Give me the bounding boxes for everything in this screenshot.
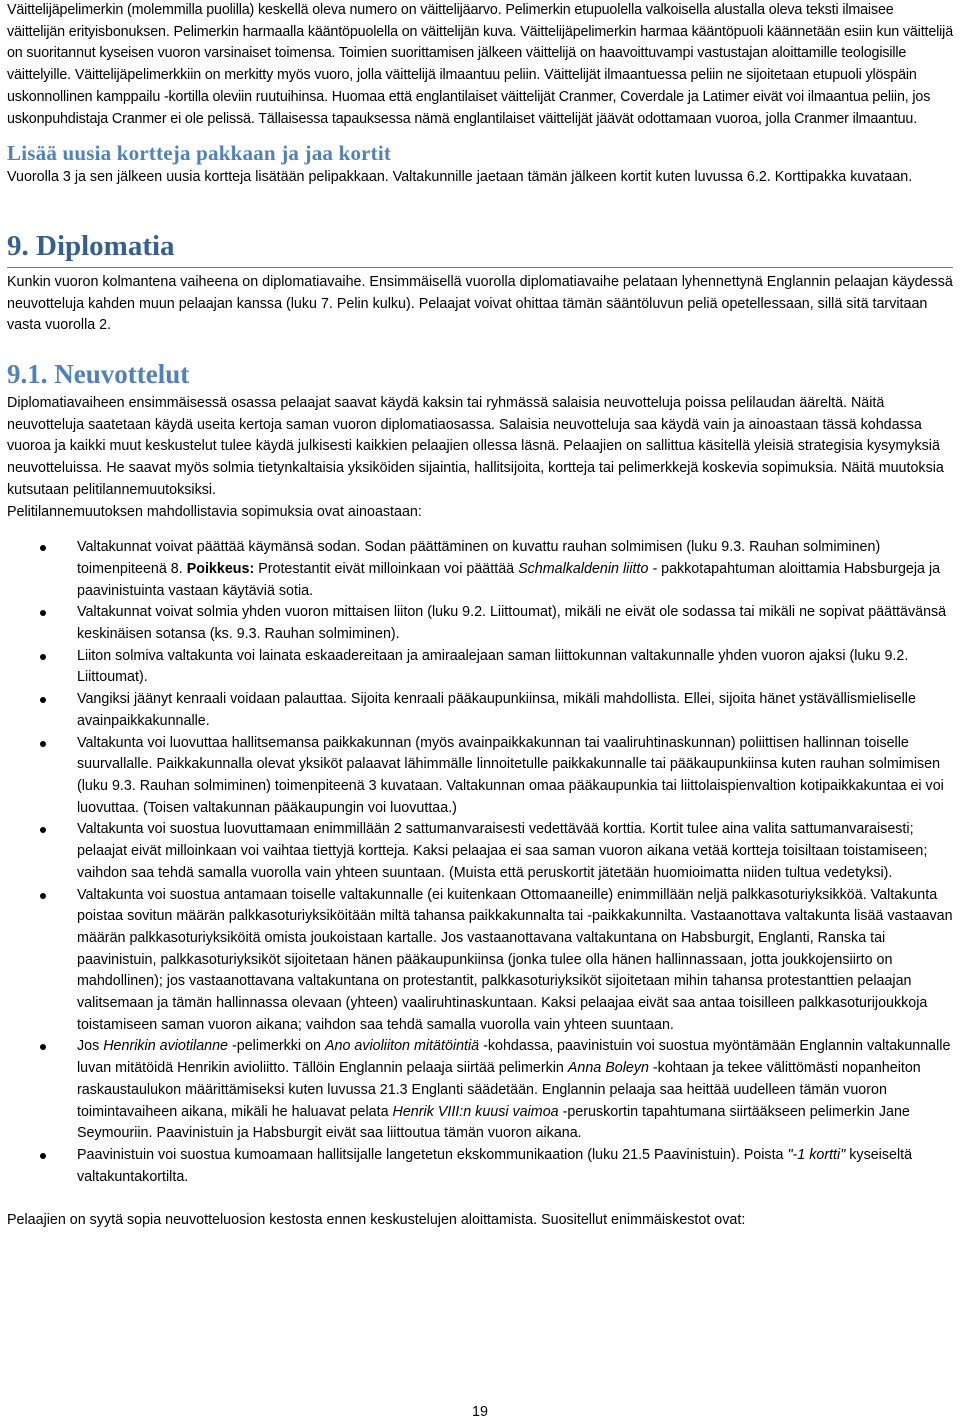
list-item bbox=[7, 602, 953, 645]
bullet-icon bbox=[40, 654, 46, 660]
item-text: kyseiseltä valtakuntakortilta. bbox=[77, 1146, 913, 1185]
negotiation-heading: 9.1. Neuvottelut bbox=[7, 359, 190, 390]
cards-paragraph: Vuorolla 3 ja sen jälkeen uusia kortteja lisätään pelipakkaan. Valtakunnille jaetaan tämän jälkeen kortit kuten luvussa 6.2. Korttipakka kuvataan. bbox=[7, 169, 913, 186]
list-item bbox=[7, 733, 953, 820]
item-text: -kohdassa, paavinistuin voi suostua myöntämään Englannin valtakunnalle luvan mitätöidä Henrikin avioliitto. Tällöin Englannin pelaaja siirtää pelimerkin bbox=[77, 1038, 951, 1077]
list-item bbox=[7, 819, 953, 884]
item-text: Valtakunta voi suostua luovuttamaan enimmillään 2 sattumanvaraisesti vedettävää korttia. Kortit tulee aina valita sattumanvaraisesti; pelaajat eivät milloinkaan voi vaihtaa tiettyjä kortteja. Kaksi pelaajaa ei saa saman vuoron aikana vetää kortteja toisiltaan toistamiseen; vaihdon saa tehdä samalla vuorolla vain yhteen suuntaan. (Muista että peruskortit jätetään huomioimatta niiden tultua vedetyksi). bbox=[77, 821, 928, 881]
item-text: -peruskortin tapahtumana siirtääkseen pelimerkin Jane Seymouriin. Paavinistuin ja Habsburgit eivät saa liittoutua tämän vuoron aikana. bbox=[77, 1103, 910, 1142]
document-page bbox=[7, 0, 953, 1232]
item-text: Protestantit eivät milloinkaan voi päättää bbox=[254, 560, 519, 577]
item-italic: Henrik VIII:n kuusi vaimoa bbox=[392, 1103, 559, 1120]
item-text: Valtakunta voi luovuttaa hallitsemansa paikkakunnan (myös avainpaikkakunnan tai vaaliruhtinaskunnan) poliittisen hallinnan toiselle suurvallalle. Paikkakunnalla olevat yksiköt palaavat lähimmälle linnoitetulle paikkakunnalle tai pääkaupunkiinsa kuten rauhan solmimisen (luku 9.3. Rauhan solmiminen) toimenpiteenä 3 kuvataan. Valtakunnan omaa pääkaupunkia tai liittolaispienvaltion kotipaikkakuntaa ei voi luovuttaa. (Toisen valtakunnan pääkaupungin voi luovuttaa.) bbox=[77, 734, 944, 816]
list-item bbox=[7, 689, 953, 732]
list-item bbox=[7, 646, 953, 689]
list-item bbox=[7, 1036, 953, 1145]
chapter-paragraph: Kunkin vuoron kolmantena vaiheena on diplomatiavaihe. Ensimmäisellä vuorolla diplomatiavaihe pelataan lyhennettynä Englannin pelaajan käydessä neuvotteluja kahden muun pelaajan kanssa (luku 7. Pelin kulku). Pelaajat voivat ohittaa tämän sääntöluvun peliä opetellessaan, sillä sitä tarvitaan vasta vuorolla 2. bbox=[7, 273, 953, 334]
chapter-heading: 9. Diplomatia bbox=[7, 229, 953, 268]
bullet-icon bbox=[40, 741, 46, 747]
bullet-icon bbox=[40, 1044, 46, 1050]
page-number: 19 bbox=[472, 1404, 488, 1420]
item-text: -pelimerkki on bbox=[228, 1038, 325, 1055]
item-text: Jos bbox=[77, 1038, 104, 1055]
item-bold: Poikkeus: bbox=[186, 560, 255, 577]
item-italic: Anna Boleyn bbox=[567, 1060, 649, 1077]
item-text: Liiton solmivа valtakunta voi lainata eskaadereitaan ja amiraalejaan saman liittokunnan valtakunnalle yhden vuoron ajaksi (luku 9.2. Liittoumat). bbox=[77, 647, 909, 686]
bullet-icon bbox=[40, 1153, 46, 1159]
closing-paragraph: Pelaajien on syytä sopia neuvotteluosion kestosta ennen keskustelujen aloittamista. Suositellut enimmäiskestot ovat: bbox=[7, 1212, 746, 1229]
bullet-icon bbox=[40, 893, 46, 899]
list-item bbox=[7, 1145, 953, 1188]
negotiation-paragraph: Diplomatiavaiheen ensimmäisessä osassa pelaajat saavat käydä kaksin tai ryhmässä salaisia neuvotteluja poissa pelilaudan ääreltä. Näitä neuvotteluja saatetaan käydä useita kertoja saman vuoron diplomatiaosassa. Salaisia neuvotteluja saa käydä vain ja ainoastaan tässä kohdassa vuoroa ja kaikki muut keskustelut tulee käydä julkisesti kaikkien pelaajien ollessa läsnä. Pelaajien on sallittua käsitellä yleisiä strategisia kysymyksiä neuvotteluissa. He saavat myös solmia tietynkaltaisia yksiköiden sijaintia, hallitsijoita, kortteja tai pelimerkkejä koskevia sopimuksia. Näitä muutoksia kutsutaan pelitilannemuutoksiksi. bbox=[7, 395, 944, 498]
bullet-icon bbox=[40, 610, 46, 616]
item-text bbox=[77, 1038, 950, 1141]
list-intro: Pelitilannemuutoksen mahdollistavia sopimuksia ovat ainoastaan: bbox=[7, 503, 422, 520]
item-text bbox=[77, 1147, 912, 1185]
item-text: Valtakunta voi suostua antamaan toiselle valtakunnalle (ei kuitenkaan Ottomaaneille) enimmillään neljä palkkasoturiyksikköä. Valtakunta poistaa sovitun määrän palkkasoturiyksiköitään miltä tahansa paikkakunnalta tai -paikkakunnilta. Vastaanottava valtakunta lisää vastaavan määrän palkkasoturiyksiköitä omista joukoistaan kartalle. Jos vastaanottavana valtakuntana on Habsburgit, Englanti, Ranska tai paavinistuin, palkkasoturiyksiköt sijoitetaan hänen pääkaupunkiinsa (jonka tulee olla hänen hallinnassaan, jotta joukkojensiirto on mahdollinen); jos vastaanottavana valtakuntana on protestantit, palkkasoturiyksiköt sijoitetaan mihin tahansa protestanttien pelaajan valitsemaan ja tämän hallinnassa olevaan (yhteen) vaaliruhtinaskuntaan. Kaksi pelaajaa eivät saa antaa toisilleen palkkasoturijoukkoja toistamiseen saman vuoron aikana; vaihdon saa tehdä samalla vuorolla vain yhteen suuntaan. bbox=[77, 886, 953, 1033]
item-italic: Henrikin aviotilanne bbox=[103, 1038, 229, 1055]
item-text: Paavinistuin voi suostua kumoamaan hallitsijalle langetetun ekskommunikaation (luku 21.5 Paavinistuin). Poista bbox=[77, 1146, 788, 1163]
item-text: Valtakunnat voivat päättää käymänsä sodan. Sodan päättäminen on kuvattu rauhan solmimisen (luku 9.3. Rauhan solmiminen) toimenpiteenä 8. bbox=[77, 539, 881, 577]
bullet-icon bbox=[40, 827, 46, 833]
intro-paragraph: Väittelijäpelimerkin (molemmilla puolilla) keskellä oleva numero on väittelijäarvo. Pelimerkin etupuolella valkoisella alustalla oleva teksti ilmaisee väittelijän erityisbonuksen. Pelimerkin harmaalla kääntöpuolella on väittelijän kuva. Väittelijäpelimerkin harmaa kääntöpuoli käännetään esiin kun väittelijä on suoritannut kyseisen vuoron varsinaiset toimensa. Toimien suorittamisen jälkeen väittelijä on haavoittuvampi vastustajan aloittamille teologisille väittelyille. Väittelijäpelimerkkiin on merkitty myös vuoro, jolla väittelijä ilmaantuu peliin. Väittelijät ilmaantuessa peliin ne sijoitetaan etupuoli ylöspäin uskonnollinen kamppailu -kortilla oleviin ruutuihinsa. Huomaa että englantilaiset väittelijät Cranmer, Coverdale ja Latimer eivät voi ilmaantua peliin, jos uskonpuhdistaja Cranmer ei ole pelissä. Tällaisessa tapauksessa nämä englantilaiset väittelijät jäävät odottamaan vuoroa, jolla Cranmer ilmaantuu. bbox=[7, 2, 954, 127]
cards-heading: Lisää uusia kortteja pakkaan ja jaa kortit bbox=[7, 141, 392, 166]
item-italic: Schmalkaldenin liitto - bbox=[518, 560, 658, 577]
list-item bbox=[7, 537, 953, 602]
item-text: Vangiksi jäänyt kenraali voidaan palauttaa. Sijoita kenraali pääkaupunkiinsa, mikäli mahdollista. Ellei, sijoita hänet ystävällismieliselle avainpaikkakunnalle. bbox=[77, 691, 916, 729]
bullet-icon bbox=[40, 545, 46, 551]
item-text: pakkotapahtuman aloittamia Habsburgeja ja paavinistuinta vastaan käytäviä sotia. bbox=[77, 560, 941, 599]
agreement-list bbox=[7, 537, 953, 1188]
item-italic: "-1 kortti" bbox=[787, 1146, 846, 1163]
bullet-icon bbox=[40, 697, 46, 703]
item-italic: Ano avioliiton mitätöintiä bbox=[324, 1038, 480, 1055]
list-item bbox=[7, 885, 953, 1037]
item-text: -kohtaan ja tekee välittömästi nopanheiton raskaustaulukon määrittämiseksi kuten luvussa 21.3 Englanti säädetään. Englannin pelaaja saa heittää uudelleen tämän vuoron toimintavaiheen aikana, mikäli he haluavat pelata bbox=[77, 1060, 921, 1120]
item-text: Valtakunnat voivat solmia yhden vuoron mittaisen liiton (luku 9.2. Liittoumat), mikäli ne eivät ole sodassa tai mikäli ne sopivat päättävänsä keskinäisen sotansa (ks. 9.3. Rauhan solmiminen). bbox=[77, 604, 947, 643]
